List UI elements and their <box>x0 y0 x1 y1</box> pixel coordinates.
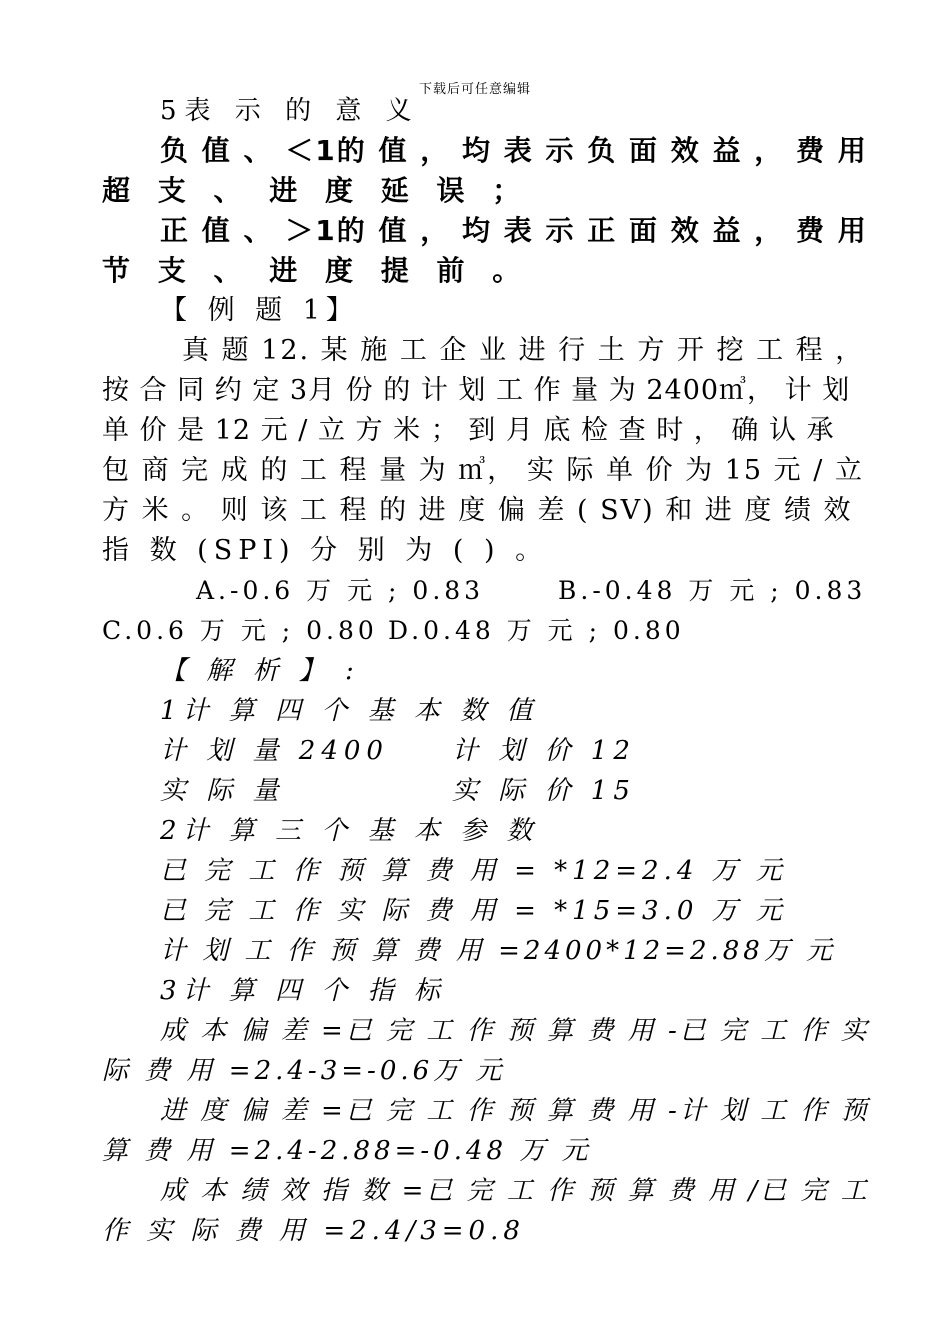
positive-meaning-line1: 正 值 、 ＞1的 值 ， 均 表 示 正 面 效 益 ， 费 用 <box>160 214 868 247</box>
cost-variance-line2: 际 费 用 =2.4-3=-0.6万 元 <box>102 1056 506 1086</box>
question-line5: 方 米 。 则 该 工 程 的 进 度 偏 差 ( SV) 和 进 度 绩 效 <box>102 495 853 526</box>
plan-quantity: 计 划 量 2400 <box>160 736 389 766</box>
cpi-line1: 成 本 绩 效 指 数 =已 完 工 作 预 算 费 用 /已 完 工 <box>160 1176 870 1206</box>
example-title: 【 例 题 1】 <box>160 295 359 326</box>
section-heading: 5表 示 的 意 义 <box>160 96 420 126</box>
actual-price: 实 际 价 15 <box>452 776 636 806</box>
question-line4: 包 商 完 成 的 工 程 量 为 ㎥， 实 际 单 价 为 15 元 / 立 <box>102 455 864 486</box>
plan-price: 计 划 价 12 <box>452 736 636 766</box>
positive-meaning-line2: 节 支 、 进 度 提 前 。 <box>102 254 530 287</box>
option-d: D.0.48 万 元 ; 0.80 <box>388 616 685 645</box>
analysis-title: 【 解 析 】 : <box>160 656 360 686</box>
question-line3: 单 价 是 12 元 / 立 方 米 ； 到 月 底 检 查 时 ， 确 认 承 <box>102 415 835 446</box>
bcws-line: 计 划 工 作 预 算 费 用 =2400*12=2.88万 元 <box>160 936 837 966</box>
schedule-variance-line2: 算 费 用 =2.4-2.88=-0.48 万 元 <box>102 1136 592 1166</box>
question-line1: 真 题 12. 某 施 工 企 业 进 行 土 方 开 挖 工 程 ， <box>182 335 865 366</box>
negative-meaning-line2: 超 支 、 进 度 延 误 ； <box>102 174 530 207</box>
analysis-step3: 3计 算 四 个 指 标 <box>160 976 446 1006</box>
option-c: C.0.6 万 元 ; 0.80 <box>102 616 378 645</box>
bcwp-line: 已 完 工 作 预 算 费 用 = *12=2.4 万 元 <box>160 856 787 886</box>
analysis-step1: 1计 算 四 个 基 本 数 值 <box>160 696 539 726</box>
question-line6: 指 数 (SPI) 分 别 为 ( ) 。 <box>102 535 549 566</box>
acwp-line: 已 完 工 作 实 际 费 用 = *15=3.0 万 元 <box>160 896 787 926</box>
actual-quantity: 实 际 量 <box>160 776 285 806</box>
option-a: A.-0.6 万 元 ; 0.83 <box>196 576 485 605</box>
cpi-line2: 作 实 际 费 用 =2.4/3=0.8 <box>102 1216 525 1246</box>
option-b: B.-0.48 万 元 ; 0.83 <box>558 576 867 605</box>
schedule-variance-line1: 进 度 偏 差 =已 完 工 作 预 算 费 用 -计 划 工 作 预 <box>160 1096 870 1126</box>
question-line2: 按 合 同 约 定 3月 份 的 计 划 工 作 量 为 2400㎥， 计 划 <box>102 375 851 406</box>
cost-variance-line1: 成 本 偏 差 =已 完 工 作 预 算 费 用 -已 完 工 作 实 <box>160 1016 870 1046</box>
page-header: 下载后可任意编辑 <box>418 82 531 97</box>
analysis-step2: 2计 算 三 个 基 本 参 数 <box>160 816 539 846</box>
negative-meaning-line1: 负 值 、 ＜1的 值 ， 均 表 示 负 面 效 益 ， 费 用 <box>160 134 868 167</box>
